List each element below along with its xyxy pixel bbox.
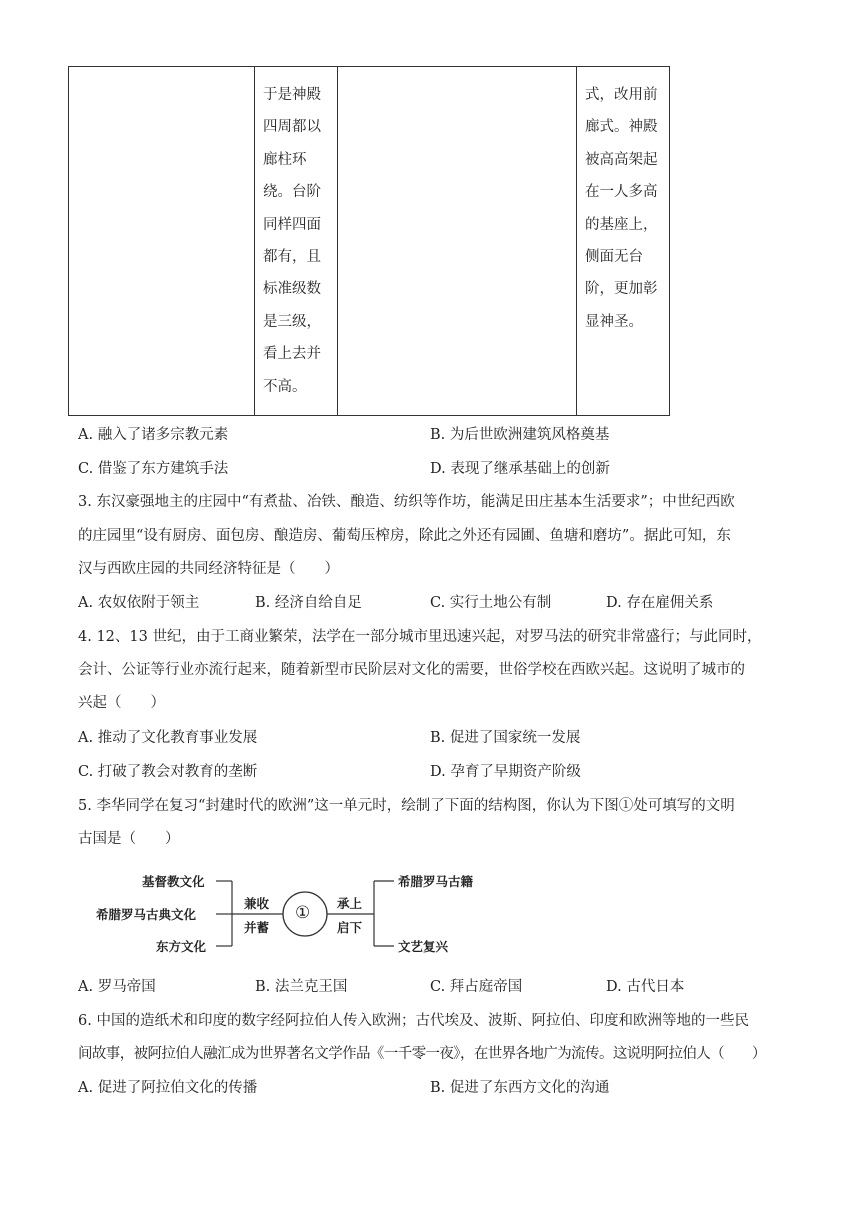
- q6-text-line: 6. 中国的造纸术和印度的数字经阿拉伯人传入欧洲；古代埃及、波斯、阿拉伯、印度和欧洲等地的一些民: [78, 1013, 749, 1029]
- q3-text-line: 的庄园里“设有厨房、面包房、酿造房、葡萄压榨房，除此之外还有园圃、鱼塘和磨坊”。据此可知，东: [78, 528, 731, 544]
- q5-option-a[interactable]: A. 罗马帝国: [78, 979, 156, 995]
- diagram-center-blank: ①: [295, 903, 311, 923]
- table-cell-line: 看上去并: [263, 346, 321, 363]
- q6-option-b[interactable]: B. 促进了东西方文化的沟通: [430, 1080, 610, 1096]
- diagram-connector-top: 承上: [337, 896, 363, 911]
- q3-text-line: 汉与西欧庄园的共同经济特征是（ ）: [78, 561, 339, 577]
- q2-option-a[interactable]: A. 融入了诸多宗教元素: [78, 427, 229, 443]
- q5-option-b[interactable]: B. 法兰克王国: [255, 979, 348, 995]
- q3-option-a[interactable]: A. 农奴依附于领主: [78, 595, 200, 611]
- diagram-connector-top: 兼收: [244, 896, 270, 911]
- table-cell-line: 在一人多高: [585, 184, 658, 201]
- q5-text-line: 5. 李华同学在复习“封建时代的欧洲”这一单元时，绘制了下面的结构图，你认为下图①处可填写的文明: [78, 798, 735, 814]
- q3-option-d[interactable]: D. 存在雇佣关系: [606, 595, 714, 611]
- q3-option-c[interactable]: C. 实行土地公有制: [430, 595, 552, 611]
- diagram-connector-bottom: 并蓄: [244, 920, 270, 935]
- diagram-left-item: 基督教文化: [142, 874, 205, 889]
- q6-text-line: 间故事，被阿拉伯人融汇成为世界著名文学作品《一千零一夜》，在世界各地广为流传。这说明阿拉伯人（ ）: [78, 1046, 766, 1062]
- q2-option-b[interactable]: B. 为后世欧洲建筑风格奠基: [430, 427, 610, 443]
- q2-option-c[interactable]: C. 借鉴了东方建筑手法: [78, 461, 229, 477]
- table-cell-col4: [585, 79, 658, 338]
- table-column-divider: [337, 67, 338, 415]
- diagram-right-item: 文艺复兴: [398, 939, 449, 954]
- table-cell-line: 都有，且: [263, 249, 321, 266]
- q4-text-line: 会计、公证等行业亦流行起来，随着新型市民阶层对文化的需要，世俗学校在西欧兴起。这说明了城市的: [78, 662, 745, 678]
- q3-option-b[interactable]: B. 经济自给自足: [255, 595, 362, 611]
- diagram-left-item: 希腊罗马古典文化: [96, 907, 197, 922]
- table-cell-col2: [263, 79, 321, 403]
- q2-option-d[interactable]: D. 表现了继承基础上的创新: [430, 461, 610, 477]
- diagram-left-item: 东方文化: [156, 939, 207, 954]
- q5-option-c[interactable]: C. 拜占庭帝国: [430, 979, 523, 995]
- table-cell-line: 不高。: [263, 378, 307, 395]
- table-cell-line: 被高高架起: [585, 151, 658, 168]
- q4-text-line: 兴起（ ）: [78, 695, 165, 711]
- table-cell-line: 四周都以: [263, 119, 321, 136]
- table-cell-line: 于是神殿: [263, 87, 321, 103]
- structure-diagram: [96, 868, 486, 960]
- table-cell-line: 阶，更加彰: [585, 281, 658, 298]
- table-cell-line: 标准级数: [263, 281, 321, 298]
- table-cell-line: 是三级，: [263, 313, 321, 330]
- table-cell-line: 侧面无台: [585, 249, 643, 266]
- q3-text-line: 3. 东汉豪强地主的庄园中“有煮盐、冶铁、酿造、纺织等作坊，能满足田庄基本生活要求”；中世纪西欧: [78, 494, 735, 510]
- table-cell-line: 式，改用前: [585, 87, 658, 103]
- table-cell-line: 廊式。神殿: [585, 119, 658, 136]
- table-cell-line: 廊柱环: [263, 151, 307, 168]
- q4-option-d[interactable]: D. 孕育了早期资产阶级: [430, 764, 581, 780]
- diagram-right-item: 希腊罗马古籍: [398, 874, 474, 889]
- q6-option-a[interactable]: A. 促进了阿拉伯文化的传播: [78, 1080, 258, 1096]
- table-column-divider: [254, 67, 255, 415]
- q4-text-line: 4. 12、13 世纪，由于工商业繁荣，法学在一部分城市里迅速兴起，对罗马法的研究非常盛行；与此同时，: [78, 629, 762, 645]
- table-cell-line: 绕。台阶: [263, 184, 321, 201]
- q4-option-b[interactable]: B. 促进了国家统一发展: [430, 730, 581, 746]
- q5-option-d[interactable]: D. 古代日本: [606, 979, 685, 995]
- q4-option-a[interactable]: A. 推动了文化教育事业发展: [78, 730, 258, 746]
- table-cell-line: 的基座上，: [585, 216, 658, 233]
- table-cell-line: 显神圣。: [585, 313, 643, 330]
- table-cell-line: 同样四面: [263, 216, 321, 233]
- table-column-divider: [576, 67, 577, 415]
- architecture-comparison-table: [68, 66, 670, 416]
- diagram-connector-bottom: 启下: [337, 920, 363, 935]
- q4-option-c[interactable]: C. 打破了教会对教育的垄断: [78, 764, 258, 780]
- q5-text-line: 古国是（ ）: [78, 831, 180, 847]
